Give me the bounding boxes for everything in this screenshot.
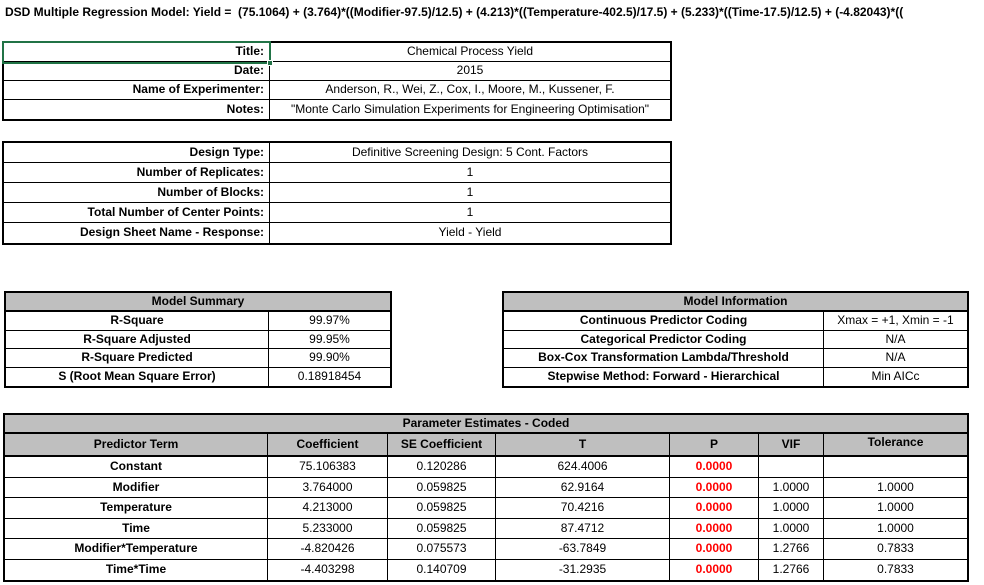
design-info-table	[2, 141, 672, 245]
sheet-name-value-cell[interactable]: Yield - Yield	[438, 225, 502, 240]
coefficient-cell[interactable]: 5.233000	[268, 519, 388, 540]
vif-cell[interactable]: 1.0000	[759, 498, 824, 519]
column-header-p[interactable]: P	[670, 434, 759, 457]
predictor-term-cell[interactable]: Temperature	[5, 498, 268, 519]
p-value-cell[interactable]: 0.0000	[670, 478, 759, 499]
vif-cell[interactable]	[759, 457, 824, 478]
experimenter-label-cell[interactable]: Name of Experimenter:	[4, 81, 270, 100]
rsquare-predicted-label-cell[interactable]: R-Square Predicted	[6, 349, 269, 368]
blocks-value-cell[interactable]: 1	[270, 183, 670, 203]
stepwise-method-label-cell[interactable]: Stepwise Method: Forward - Hierarchical	[504, 368, 824, 387]
experimenter-value-cell[interactable]: Anderson, R., Wei, Z., Cox, I., Moore, M., Kussener, F.	[270, 81, 670, 100]
notes-value-cell[interactable]: "Monte Carlo Simulation Experiments for Engineering Optimisation"	[290, 101, 649, 116]
p-value-cell[interactable]: 0.0000	[670, 498, 759, 519]
p-value-cell[interactable]: 0.0000	[670, 457, 759, 478]
parameter-estimates-table	[3, 413, 969, 582]
title-value-cell[interactable]: Chemical Process Yield	[270, 43, 670, 62]
center-points-value-cell[interactable]: 1	[270, 203, 670, 223]
blocks-label-cell[interactable]: Number of Blocks:	[4, 183, 270, 203]
date-label-cell[interactable]: Date:	[4, 62, 270, 81]
model-summary-table	[4, 291, 392, 388]
rsquare-label-cell[interactable]: R-Square	[6, 312, 269, 331]
se-coefficient-cell[interactable]: 0.075573	[388, 539, 496, 560]
predictor-term-cell[interactable]: Time*Time	[5, 560, 268, 581]
model-information-table	[502, 291, 969, 388]
se-coefficient-cell[interactable]: 0.140709	[388, 560, 496, 581]
replicates-value-cell[interactable]: 1	[270, 163, 670, 183]
t-value-cell[interactable]: 70.4216	[496, 498, 670, 519]
rmse-value-cell[interactable]: 0.18918454	[297, 369, 362, 384]
predictor-term-cell[interactable]: Constant	[5, 457, 268, 478]
t-value-cell[interactable]: 87.4712	[496, 519, 670, 540]
center-points-label-cell[interactable]: Total Number of Center Points:	[4, 203, 270, 223]
regression-model-formula[interactable]: DSD Multiple Regression Model: Yield = (75.1064) + (3.764)*((Modifier-97.5)/12.5) + (4.213)*((Temperature-402.5)/17.5) + (5.233)*((Time-17.5)/12.5) + (-4.82043)*((	[5, 5, 904, 19]
tolerance-cell[interactable]: 1.0000	[824, 498, 967, 519]
boxcox-value-cell[interactable]: N/A	[824, 349, 967, 368]
notes-label-cell[interactable]: Notes:	[4, 100, 270, 119]
tolerance-cell[interactable]: 0.7833	[824, 539, 967, 560]
t-value-cell[interactable]: 62.9164	[496, 478, 670, 499]
column-header-t[interactable]: T	[496, 434, 670, 457]
continuous-coding-label-cell[interactable]: Continuous Predictor Coding	[504, 312, 824, 331]
coefficient-cell[interactable]: 75.106383	[268, 457, 388, 478]
column-header-se-coefficient[interactable]: SE Coefficient	[388, 434, 496, 457]
replicates-label-cell[interactable]: Number of Replicates:	[4, 163, 270, 183]
p-value-cell[interactable]: 0.0000	[670, 519, 759, 540]
predictor-term-cell[interactable]: Time	[5, 519, 268, 540]
date-value-cell[interactable]: 2015	[270, 62, 670, 81]
tolerance-cell[interactable]: 0.7833	[877, 562, 914, 577]
boxcox-label-cell[interactable]: Box-Cox Transformation Lambda/Threshold	[504, 349, 824, 368]
continuous-coding-value-cell[interactable]: Xmax = +1, Xmin = -1	[824, 312, 967, 331]
column-header-predictor-term[interactable]: Predictor Term	[5, 434, 268, 457]
predictor-term-cell[interactable]: Modifier	[5, 478, 268, 499]
coefficient-cell[interactable]: -4.403298	[268, 560, 388, 581]
rmse-label-cell[interactable]: S (Root Mean Square Error)	[6, 368, 269, 387]
sheet-name-label-cell[interactable]: Design Sheet Name - Response:	[4, 223, 270, 243]
p-value-cell[interactable]: 0.0000	[670, 539, 759, 560]
title-label-cell[interactable]: Title:	[4, 43, 270, 62]
model-information-title[interactable]: Model Information	[504, 293, 967, 312]
categorical-coding-value-cell[interactable]: N/A	[824, 331, 967, 350]
tolerance-cell[interactable]: 1.0000	[824, 519, 967, 540]
vif-cell[interactable]: 1.2766	[759, 560, 824, 581]
categorical-coding-label-cell[interactable]: Categorical Predictor Coding	[504, 331, 824, 350]
predictor-term-cell[interactable]: Modifier*Temperature	[5, 539, 268, 560]
coefficient-cell[interactable]: 4.213000	[268, 498, 388, 519]
se-coefficient-cell[interactable]: 0.120286	[388, 457, 496, 478]
rsquare-value-cell[interactable]: 99.97%	[269, 312, 390, 331]
fill-handle[interactable]	[267, 60, 273, 66]
rsquare-adjusted-value-cell[interactable]: 99.95%	[269, 331, 390, 350]
t-value-cell[interactable]: 624.4006	[496, 457, 670, 478]
vif-cell[interactable]: 1.0000	[759, 519, 824, 540]
rsquare-predicted-value-cell[interactable]: 99.90%	[269, 349, 390, 368]
coefficient-cell[interactable]: 3.764000	[268, 478, 388, 499]
p-value-cell[interactable]: 0.0000	[670, 560, 759, 581]
model-summary-title[interactable]: Model Summary	[6, 293, 390, 312]
t-value-cell[interactable]: -31.2935	[496, 560, 670, 581]
design-type-value-cell[interactable]: Definitive Screening Design: 5 Cont. Factors	[270, 143, 670, 163]
vif-cell[interactable]: 1.0000	[759, 478, 824, 499]
parameter-estimates-title[interactable]: Parameter Estimates - Coded	[5, 415, 967, 434]
experiment-info-table	[2, 41, 672, 121]
column-header-vif[interactable]: VIF	[759, 434, 824, 457]
column-header-tolerance[interactable]: Tolerance	[824, 434, 967, 457]
se-coefficient-cell[interactable]: 0.059825	[388, 519, 496, 540]
design-type-label-cell[interactable]: Design Type:	[4, 143, 270, 163]
t-value-cell[interactable]: -63.7849	[496, 539, 670, 560]
vif-cell[interactable]: 1.2766	[759, 539, 824, 560]
column-header-coefficient[interactable]: Coefficient	[268, 434, 388, 457]
rsquare-adjusted-label-cell[interactable]: R-Square Adjusted	[6, 331, 269, 350]
se-coefficient-cell[interactable]: 0.059825	[388, 498, 496, 519]
tolerance-cell[interactable]	[824, 457, 967, 478]
tolerance-cell[interactable]: 1.0000	[824, 478, 967, 499]
se-coefficient-cell[interactable]: 0.059825	[388, 478, 496, 499]
stepwise-method-value-cell[interactable]: Min AICc	[871, 369, 920, 384]
coefficient-cell[interactable]: -4.820426	[268, 539, 388, 560]
